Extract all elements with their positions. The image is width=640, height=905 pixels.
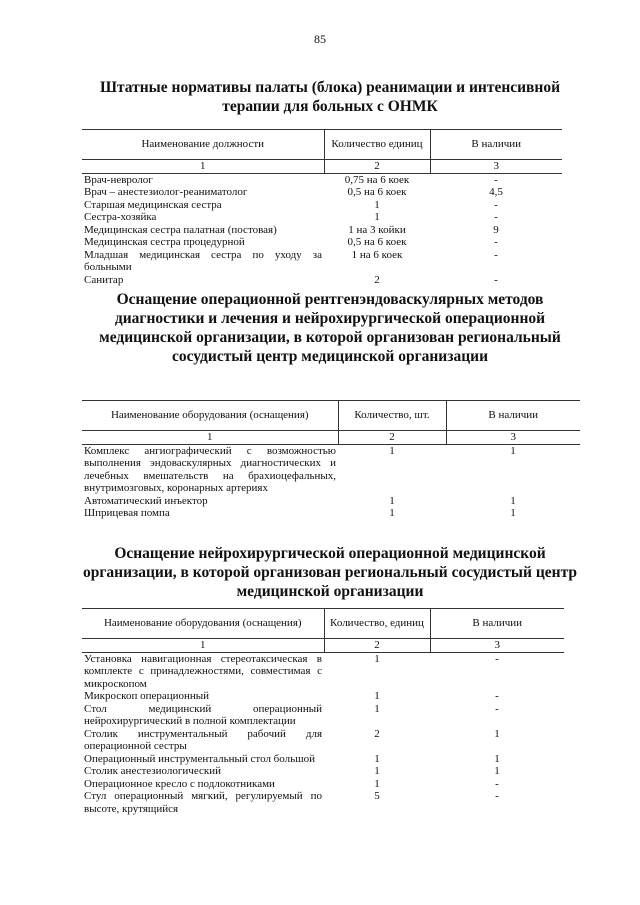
available-value: 1 <box>510 494 516 507</box>
section3-title-line: организации, в которой организован региональный сосудистый центр <box>82 564 578 581</box>
position-name: Старшая медицинская сестра <box>84 198 222 211</box>
quantity-value: 0,5 на 6 коек <box>347 186 407 198</box>
section2-title-line: сосудистый центр медицинской организации <box>171 348 489 365</box>
table-row <box>82 199 562 212</box>
available-value: 4,5 <box>489 186 503 198</box>
equipment-table-xray <box>82 400 580 520</box>
available-value: 1 <box>494 727 500 740</box>
available-value: 1 <box>494 752 500 765</box>
quantity-value: 1 <box>389 494 395 507</box>
quantity-value: 0,5 на 6 коек <box>347 236 407 248</box>
quantity-value: 1 <box>374 702 380 715</box>
available-value: - <box>494 211 498 223</box>
column-number: 3 <box>446 431 580 445</box>
equipment-name: Операционное кресло с подлокотниками <box>84 777 275 790</box>
section2-title-line: Оснащение операционной рентгенэндоваскулярных методов <box>116 291 544 308</box>
header-available: В наличии <box>430 609 564 639</box>
equipment-name: Комплекс ангиографический с возможностью выполнения эндоваскулярных диагностических и лечебных вмешательств на брахиоцефальных, внутримозговых, коронарных артериях <box>84 444 336 494</box>
table-row <box>82 444 580 495</box>
quantity-value: 1 <box>374 752 380 765</box>
table-row <box>82 274 562 287</box>
available-value: - <box>494 273 498 286</box>
column-number: 2 <box>338 431 446 445</box>
position-name: Санитар <box>84 273 124 286</box>
section3-title-line: Оснащение нейрохирургической операционной медицинской <box>114 545 546 562</box>
table-row <box>82 224 562 237</box>
equipment-name: Операционный инструментальный стол большой <box>84 752 315 765</box>
quantity-value: 5 <box>374 790 380 802</box>
equipment-name: Столик анестезиологический <box>84 765 221 777</box>
equipment-name: Автоматический инъектор <box>84 494 208 507</box>
table-row <box>82 728 564 753</box>
header-quantity: Количество, шт. <box>338 401 446 431</box>
column-number: 2 <box>324 160 430 174</box>
table-row <box>82 249 562 274</box>
column-number: 1 <box>82 431 338 445</box>
quantity-value: 1 <box>374 652 380 665</box>
quantity-value: 1 на 3 койки <box>348 223 406 236</box>
header-position: Наименование должности <box>82 130 324 160</box>
column-number: 3 <box>430 160 562 174</box>
section3-title <box>80 544 580 601</box>
quantity-value: 1 <box>389 507 395 519</box>
table-row <box>82 211 562 224</box>
available-value: - <box>495 790 499 802</box>
equipment-name: Стол медицинский операционный нейрохирургический в полной комплектации <box>84 702 322 727</box>
quantity-value: 1 <box>374 690 380 702</box>
available-value: 1 <box>494 765 500 777</box>
section3-title-line: медицинской организации <box>236 583 424 600</box>
position-name: Младшая медицинская сестра по уходу за больными <box>84 248 322 273</box>
header-quantity: Количество, единиц <box>324 609 430 639</box>
header-equipment: Наименование оборудования (оснащения) <box>82 609 324 639</box>
quantity-value: 1 <box>389 444 395 457</box>
equipment-table-neurosurgery <box>82 608 564 815</box>
equipment-name: Установка навигационная стереотаксическая в комплекте с принадлежностями, совместимая с микроскопом <box>84 652 322 690</box>
table-row <box>82 652 564 690</box>
quantity-value: 1 <box>374 777 380 790</box>
table-row <box>82 753 564 766</box>
table-row <box>82 790 564 815</box>
equipment-name: Микроскоп операционный <box>84 690 210 702</box>
quantity-value: 0,75 на 6 коек <box>344 173 410 186</box>
quantity-value: 2 <box>374 727 380 740</box>
position-name: Врач-невролог <box>84 173 153 186</box>
table-row <box>82 690 564 703</box>
available-value: - <box>494 236 498 248</box>
section2-title-line: диагностики и лечения и нейрохирургической операционной <box>114 310 546 327</box>
position-name: Врач – анестезиолог-реаниматолог <box>84 186 248 198</box>
staffing-table <box>82 129 562 286</box>
table-row <box>82 778 564 791</box>
position-name: Сестра-хозяйка <box>84 211 157 223</box>
table-row <box>82 236 562 249</box>
quantity-value: 1 <box>374 198 380 211</box>
section2-title <box>80 290 580 366</box>
column-number: 3 <box>430 639 564 653</box>
table-row <box>82 765 564 778</box>
table-row <box>82 495 580 508</box>
available-value: - <box>495 702 499 715</box>
column-number: 1 <box>82 160 324 174</box>
available-value: - <box>495 652 499 665</box>
table-row <box>82 507 580 520</box>
available-value: - <box>494 248 498 261</box>
column-number: 1 <box>82 639 324 653</box>
equipment-name: Шприцевая помпа <box>84 507 170 519</box>
column-number: 2 <box>324 639 430 653</box>
available-value: 1 <box>510 444 516 457</box>
header-quantity: Количество единиц <box>324 130 430 160</box>
quantity-value: 1 <box>374 211 380 223</box>
quantity-value: 1 <box>374 765 380 777</box>
section1-title-line: Штатные нормативы палаты (блока) реанимации и интенсивной <box>99 79 561 96</box>
available-value: 9 <box>493 223 499 236</box>
page-number: 85 <box>314 32 326 46</box>
position-name: Медицинская сестра процедурной <box>84 236 245 248</box>
equipment-name: Столик инструментальный рабочий для операционной сестры <box>84 727 322 752</box>
header-equipment: Наименование оборудования (оснащения) <box>82 401 338 431</box>
equipment-name: Стул операционный мягкий, регулируемый по высоте, крутящийся <box>84 790 322 815</box>
available-value: 1 <box>510 507 516 519</box>
table-row <box>82 173 562 186</box>
available-value: - <box>494 173 498 186</box>
table-row <box>82 186 562 199</box>
section1-title <box>80 78 580 116</box>
section1-title-line: терапии для больных с ОНМК <box>222 98 438 115</box>
quantity-value: 2 <box>374 273 380 286</box>
available-value: - <box>495 777 499 790</box>
position-name: Медицинская сестра палатная (постовая) <box>84 223 277 236</box>
quantity-value: 1 на 6 коек <box>351 248 403 261</box>
available-value: - <box>495 690 499 702</box>
section2-title-line: медицинской организации, в которой организован региональный <box>99 329 561 346</box>
available-value: - <box>494 198 498 211</box>
table-row <box>82 703 564 728</box>
header-available: В наличии <box>446 401 580 431</box>
header-available: В наличии <box>430 130 562 160</box>
